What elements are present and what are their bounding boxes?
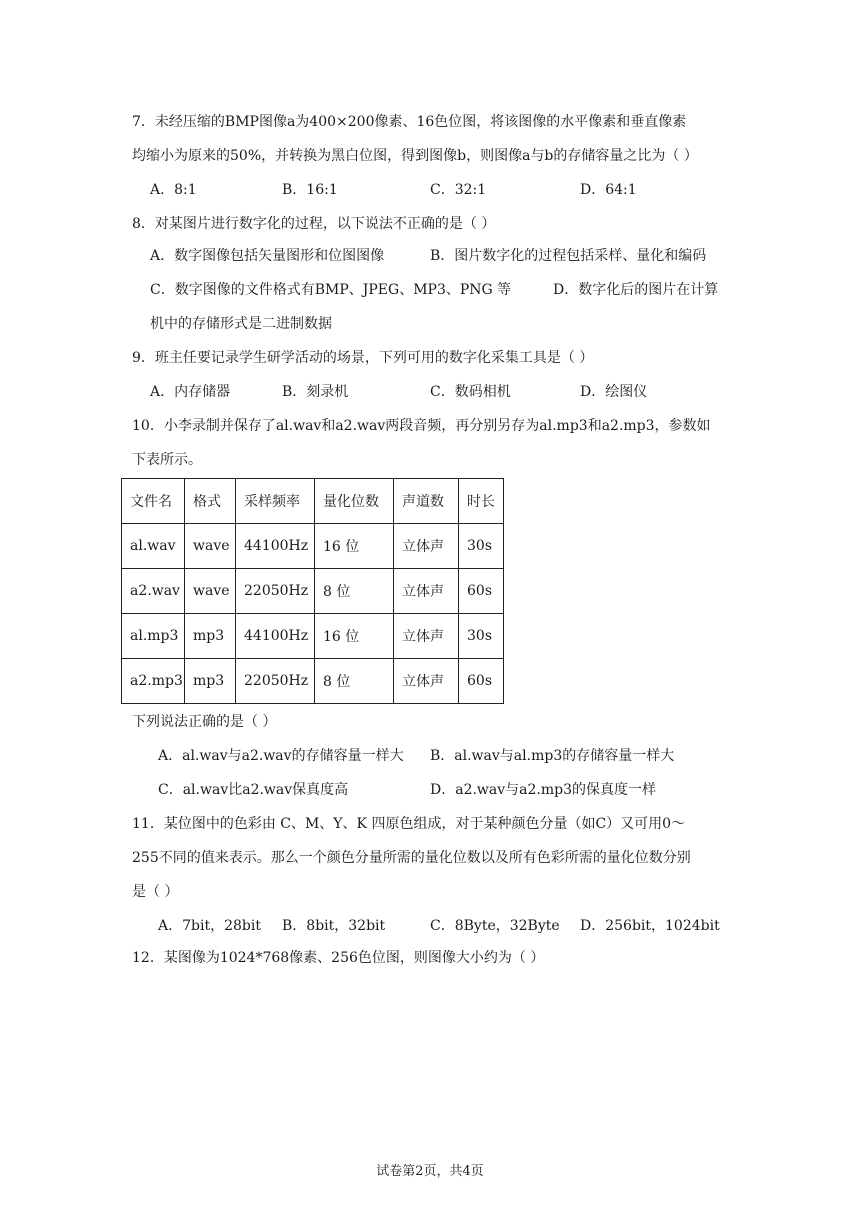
table-cell: 立体声 — [394, 524, 459, 569]
table-cell: 44100Hz — [236, 524, 315, 569]
q7-option-a[interactable]: A．8:1 — [150, 182, 197, 198]
table-cell: a2.wav — [122, 569, 185, 614]
q9-option-a[interactable]: A．内存储器 — [150, 384, 231, 400]
table-cell: wave — [185, 524, 236, 569]
table-cell: 16 位 — [315, 524, 394, 569]
table-cell: mp3 — [185, 659, 236, 704]
table-header-cell: 量化位数 — [315, 479, 394, 524]
table-header-cell: 文件名 — [122, 479, 185, 524]
q9-options — [0, 382, 860, 402]
q8-option-d-cont: 机中的存储形式是二进制数据 — [150, 316, 332, 332]
table-cell: 44100Hz — [236, 614, 315, 659]
table-cell: al.mp3 — [122, 614, 185, 659]
q7-option-d[interactable]: D．64:1 — [580, 182, 637, 198]
q8-option-c[interactable]: C．数字图像的文件格式有BMP、JPEG、MP3、PNG 等 — [150, 282, 512, 298]
q10-after-table: 下列说法正确的是（ ） — [132, 714, 277, 730]
q8-option-a[interactable]: A．数字图像包括矢量图形和位图图像 — [150, 248, 385, 264]
q8-stem: 8．对某图片进行数字化的过程，以下说法不正确的是（ ） — [132, 216, 496, 232]
table-row — [122, 614, 504, 659]
table-cell: 立体声 — [394, 614, 459, 659]
table-row — [122, 659, 504, 704]
page-footer: 试卷第2页，共4页 — [376, 1164, 484, 1179]
q11-option-a[interactable]: A．7bit，28bit — [158, 918, 261, 934]
table-cell: 60s — [459, 569, 504, 614]
q11-option-b[interactable]: B．8bit，32bit — [282, 918, 386, 934]
q8-options-row2 — [0, 280, 860, 300]
table-cell: 8 位 — [315, 569, 394, 614]
table-header-cell: 时长 — [459, 479, 504, 524]
q11-stem-line1: 11．某位图中的色彩由 C、M、Y、K 四原色组成，对于某种颜色分量（如C）又可用0～ — [132, 816, 686, 832]
table-cell: wave — [185, 569, 236, 614]
table-header-cell: 格式 — [185, 479, 236, 524]
table-header-cell: 声道数 — [394, 479, 459, 524]
table-cell: a2.mp3 — [122, 659, 185, 704]
table-cell: 60s — [459, 659, 504, 704]
table-cell: 30s — [459, 524, 504, 569]
table-cell: mp3 — [185, 614, 236, 659]
table-cell: 8 位 — [315, 659, 394, 704]
table-row — [122, 524, 504, 569]
q11-options — [0, 916, 860, 936]
q10-option-b[interactable]: B．al.wav与al.mp3的存储容量一样大 — [430, 748, 675, 764]
q10-stem-line2: 下表所示。 — [132, 452, 202, 468]
q10-stem-line1: 10．小李录制并保存了al.wav和a2.wav两段音频，再分别另存为al.mp3和a2.mp3，参数如 — [132, 418, 711, 434]
q10-option-c[interactable]: C．al.wav比a2.wav保真度高 — [158, 782, 349, 798]
q7-stem-line2: 均缩小为原来的50%，并转换为黑白位图，得到图像b，则图像a与b的存储容量之比为（ ） — [132, 148, 698, 164]
q10-options-row2 — [0, 780, 860, 800]
q9-option-b[interactable]: B．刻录机 — [282, 384, 349, 400]
q12-stem: 12．某图像为1024*768像素、256色位图，则图像大小约为（ ） — [132, 950, 545, 966]
audio-params-table — [121, 478, 504, 704]
q7-options — [0, 180, 860, 200]
q8-option-b[interactable]: B．图片数字化的过程包括采样、量化和编码 — [430, 248, 707, 264]
table-cell: 立体声 — [394, 659, 459, 704]
q11-option-c[interactable]: C．8Byte，32Byte — [430, 918, 560, 934]
table-cell: 30s — [459, 614, 504, 659]
q9-option-d[interactable]: D．绘图仪 — [580, 384, 648, 400]
q7-stem-line1: 7．未经压缩的BMP图像a为400×200像素、16色位图，将该图像的水平像素和垂直像素 — [132, 114, 687, 130]
table-row — [122, 569, 504, 614]
q10-options-row1 — [0, 746, 860, 766]
table-cell: 16 位 — [315, 614, 394, 659]
table-header-cell: 采样频率 — [236, 479, 315, 524]
q9-stem: 9．班主任要记录学生研学活动的场景，下列可用的数字化采集工具是（ ） — [132, 350, 594, 366]
table-header-row — [122, 479, 504, 524]
q10-option-d[interactable]: D．a2.wav与a2.mp3的保真度一样 — [430, 782, 657, 798]
q7-option-c[interactable]: C．32:1 — [430, 182, 487, 198]
table-cell: 立体声 — [394, 569, 459, 614]
q11-stem-line2: 255不同的值来表示。那么一个颜色分量所需的量化位数以及所有色彩所需的量化位数分别 — [132, 850, 691, 866]
q11-stem-line3: 是（ ） — [132, 884, 179, 900]
q11-option-d[interactable]: D．256bit，1024bit — [580, 918, 720, 934]
table-cell: al.wav — [122, 524, 185, 569]
q7-option-b[interactable]: B．16:1 — [282, 182, 338, 198]
table-cell: 22050Hz — [236, 659, 315, 704]
table-cell: 22050Hz — [236, 569, 315, 614]
q10-option-a[interactable]: A．al.wav与a2.wav的存储容量一样大 — [158, 748, 404, 764]
q9-option-c[interactable]: C．数码相机 — [430, 384, 511, 400]
q8-options-row1 — [0, 246, 860, 266]
q8-option-d[interactable]: D．数字化后的图片在计算 — [553, 282, 719, 298]
